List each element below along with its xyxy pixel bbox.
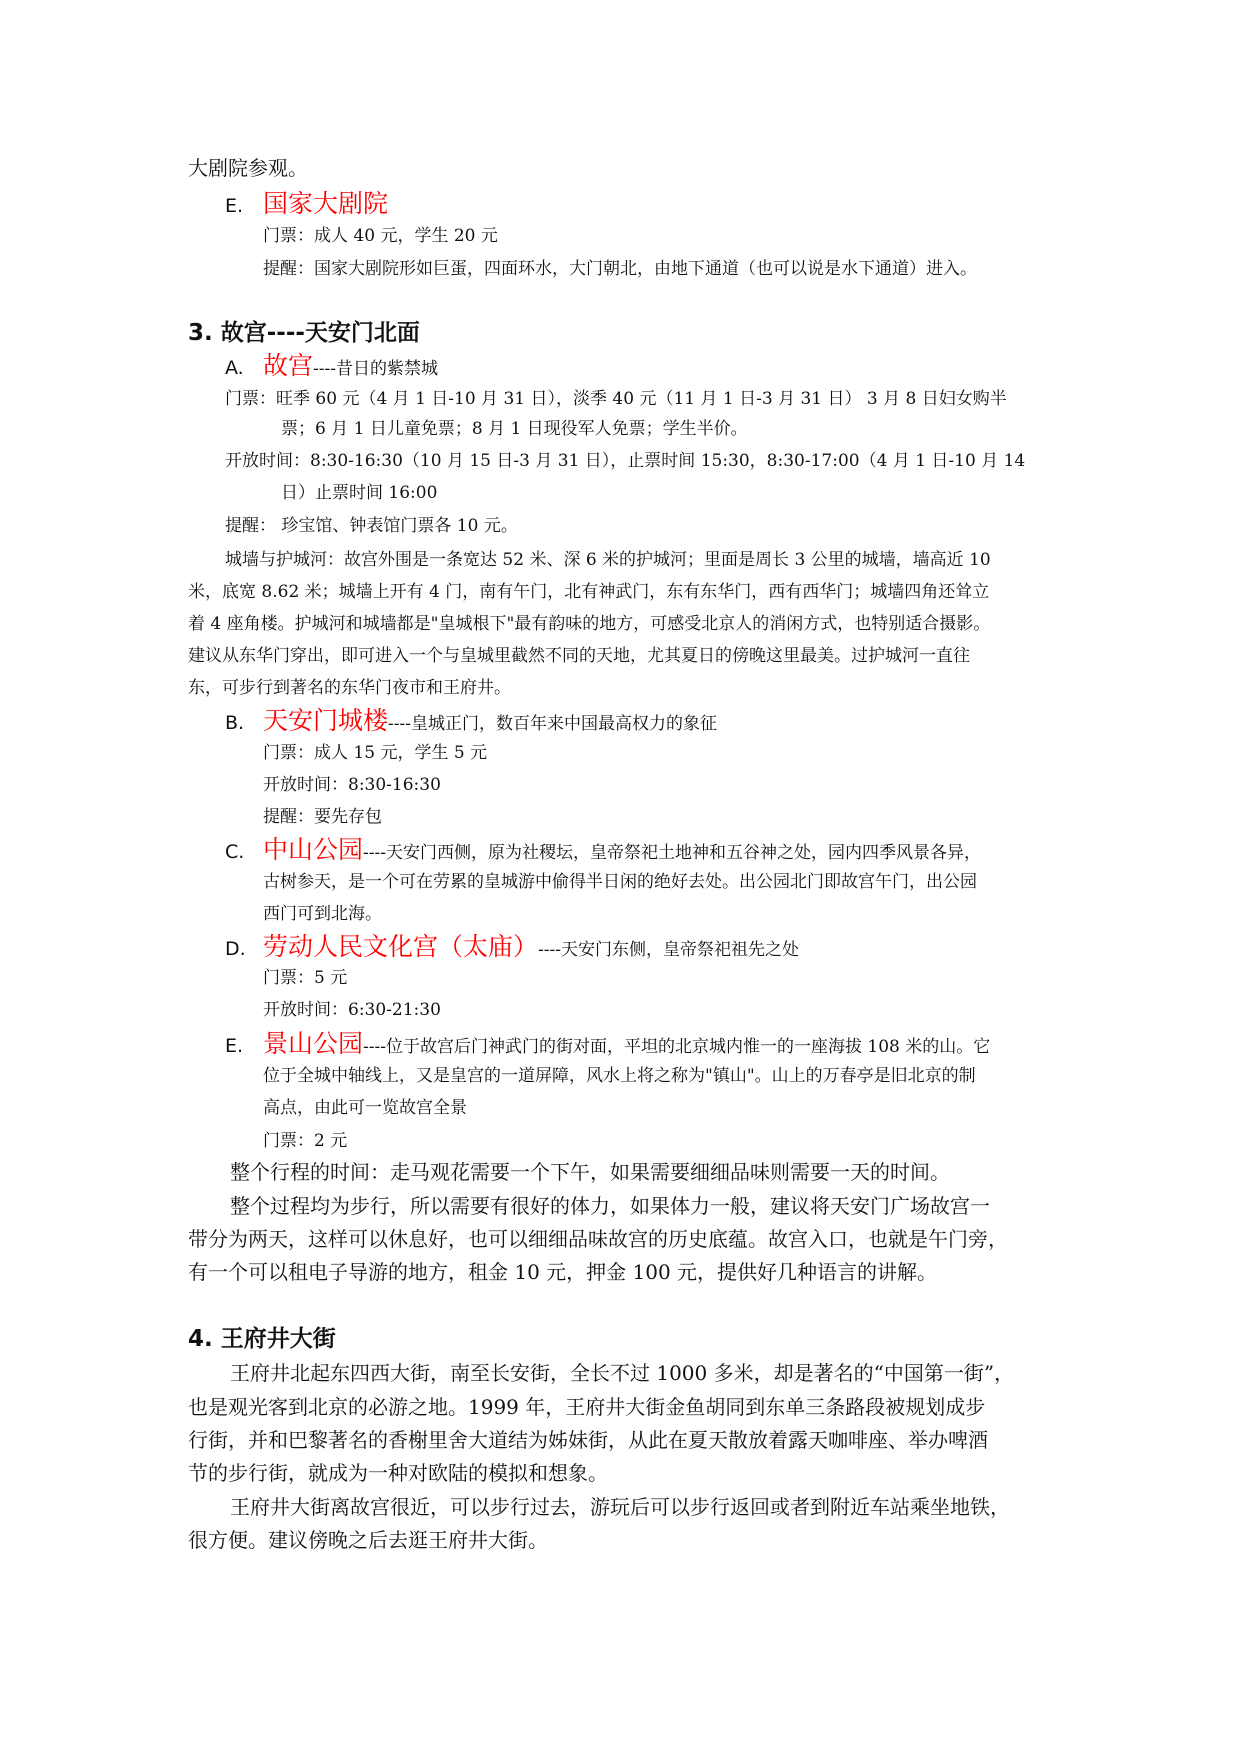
ticket-line: 票；6 月 1 日儿童免票；8 月 1 日现役军人免票；学生半价。 [281, 419, 748, 439]
item-d-heading [225, 927, 799, 963]
item-a-heading [225, 346, 438, 382]
note-line: 提醒：要先存包 [263, 807, 382, 827]
item-label: A. [225, 357, 244, 379]
item-title: 中山公园 [263, 835, 364, 864]
paragraph-line: 也是观光客到北京的必游之地。1999 年，王府井大街金鱼胡同到东单三条路段被规划成步 [188, 1395, 986, 1419]
paragraph-line: 很方便。建议傍晚之后去逛王府井大街。 [188, 1528, 548, 1552]
hours-line: 开放时间：6:30-21:30 [263, 1000, 441, 1020]
ticket-line: 门票：2 元 [263, 1131, 348, 1151]
paragraph-line: 城墙与护城河：故宫外围是一条宽达 52 米、深 6 米的护城河；里面是周长 3 公里的城墙，墙高近 10 [225, 550, 991, 570]
paragraph-line: 王府井大街离故宫很近，可以步行过去，游玩后可以步行返回或者到附近车站乘坐地铁， [230, 1495, 1010, 1519]
item-subtitle: ----天安门西侧，原为社稷坛，皇帝祭祀土地神和五谷神之处，园内四季风景各异， [363, 843, 981, 863]
text-line: 大剧院参观。 [188, 156, 308, 180]
paragraph-line: 古树参天，是一个可在劳累的皇城游中偷得半日闲的绝好去处。出公园北门即故宫午门，出公园 [263, 872, 977, 892]
paragraph-line: 米，底宽 8.62 米；城墙上开有 4 门，南有午门，北有神武门，东有东华门，西有西华门；城墙四角还耸立 [188, 582, 990, 602]
item-title: 国家大剧院 [263, 189, 389, 218]
item-e-heading [225, 184, 388, 220]
hours-line: 开放时间：8:30-16:30 [263, 775, 441, 795]
paragraph-line: 东，可步行到著名的东华门夜市和王府井。 [188, 678, 511, 698]
paragraph-line: 整个过程均为步行，所以需要有很好的体力，如果体力一般，建议将天安门广场故宫一 [230, 1194, 990, 1218]
item-subtitle: ----天安门东侧，皇帝祭祀祖先之处 [538, 940, 799, 960]
item-b-heading [225, 701, 717, 737]
ticket-line: 门票：成人 40 元，学生 20 元 [263, 226, 498, 246]
paragraph-line: 整个行程的时间：走马观花需要一个下午，如果需要细细品味则需要一天的时间。 [230, 1160, 950, 1184]
hours-line: 开放时间：8:30-16:30（10 月 15 日-3 月 31 日），止票时间 15:30，8:30-17:00（4 月 1 日-10 月 14 [225, 451, 1026, 471]
section-3-heading: 3. 故宫----天安门北面 [188, 320, 420, 346]
item-title: 故宫 [263, 351, 314, 380]
item-label: E. [225, 1035, 244, 1057]
item-subtitle: ----皇城正门，数百年来中国最高权力的象征 [388, 714, 717, 734]
paragraph-line: 位于全城中轴线上，又是皇宫的一道屏障，风水上将之称为"镇山"。山上的万春亭是旧北京的制 [263, 1066, 976, 1086]
item-label: D. [225, 938, 246, 960]
item-label: C. [225, 841, 245, 863]
note-line: 提醒：国家大剧院形如巨蛋，四面环水，大门朝北，由地下通道（也可以说是水下通道）进入。 [263, 259, 977, 279]
section-4-heading: 4. 王府井大街 [188, 1326, 336, 1352]
ticket-line: 门票：旺季 60 元（4 月 1 日-10 月 31 日），淡季 40 元（11 月 1 日-3 月 31 日） 3 月 8 日妇女购半 [225, 389, 1007, 409]
item-c-heading [225, 830, 981, 866]
paragraph-line: 行街，并和巴黎著名的香榭里舍大道结为姊妹街，从此在夏天散放着露天咖啡座、举办啤酒 [188, 1428, 988, 1452]
paragraph-line: 带分为两天，这样可以休息好，也可以细细品味故宫的历史底蕴。故宫入口，也就是午门旁， [188, 1227, 1008, 1251]
item-label: B. [225, 712, 245, 734]
paragraph-line: 建议从东华门穿出，即可进入一个与皇城里截然不同的天地，尤其夏日的傍晚这里最美。过护城河一直往 [188, 646, 970, 666]
paragraph-line: 王府井北起东四西大街，南至长安街，全长不过 1000 多米，却是著名的“中国第一街”， [230, 1361, 1015, 1385]
paragraph-line: 高点，由此可一览故宫全景 [263, 1098, 467, 1118]
paragraph-line: 有一个可以租电子导游的地方，租金 10 元，押金 100 元，提供好几种语言的讲解。 [188, 1260, 938, 1284]
paragraph-line: 西门可到北海。 [263, 904, 382, 924]
item-subtitle: ----位于故宫后门神武门的街对面，平坦的北京城内惟一的一座海拔 108 米的山。它 [363, 1037, 991, 1057]
ticket-line: 门票：成人 15 元，学生 5 元 [263, 743, 488, 763]
item-title: 景山公园 [263, 1029, 364, 1058]
item-subtitle: ----昔日的紫禁城 [313, 359, 438, 379]
paragraph-line: 节的步行街，就成为一种对欧陆的模拟和想象。 [188, 1461, 608, 1485]
item-e2-heading [225, 1024, 990, 1060]
item-title: 劳动人民文化宫（太庙） [263, 932, 539, 961]
note-line: 提醒： 珍宝馆、钟表馆门票各 10 元。 [225, 516, 518, 536]
item-label: E. [225, 195, 244, 217]
ticket-line: 门票：5 元 [263, 968, 348, 988]
hours-line: 日）止票时间 16:00 [281, 483, 438, 503]
paragraph-line: 着 4 座角楼。护城河和城墙都是"皇城根下"最有韵味的地方，可感受北京人的消闲方式，也特别适合摄影。 [188, 614, 991, 634]
item-title: 天安门城楼 [263, 706, 389, 735]
